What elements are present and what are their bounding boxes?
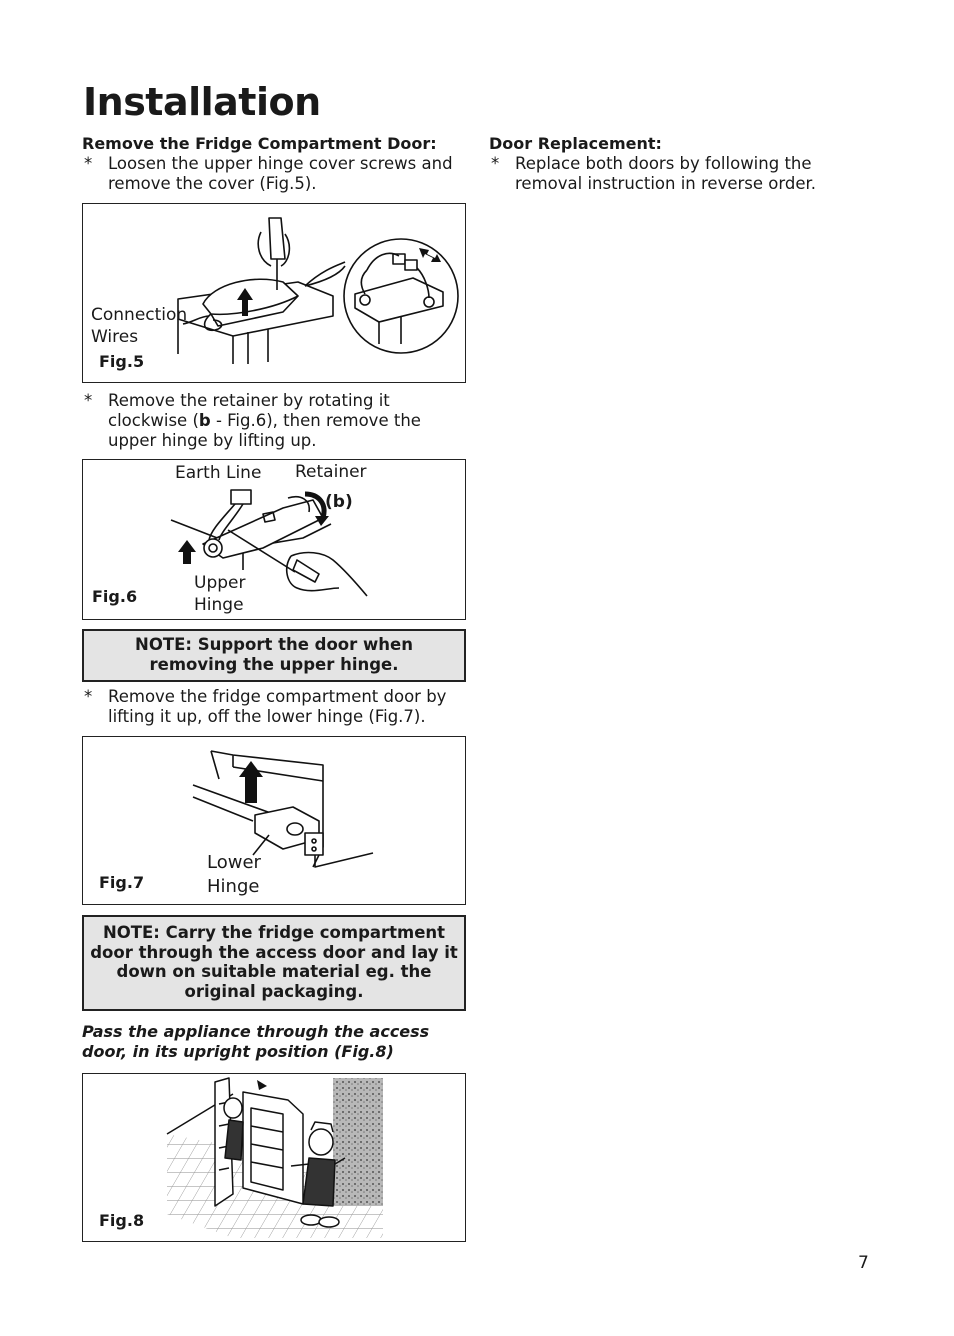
pass-appliance-text: Pass the appliance through the access door, in its upright position (Fig.8) [82, 1022, 430, 1061]
bullet-star-icon: * [84, 687, 93, 706]
bullet-lift-door [82, 687, 466, 727]
upper-hinge-label: Upper Hinge [194, 573, 246, 615]
lift-arrow-icon [178, 540, 196, 564]
retainer-illustration [83, 460, 466, 620]
bullet-loosen-cover [82, 154, 466, 194]
bullet-text: Loosen the upper hinge cover screws and remove the cover (Fig.5). [108, 154, 453, 193]
pull-arrow-icon [419, 248, 441, 262]
bullet-text-a: Remove the retainer by rotating it clockwise ( [108, 391, 390, 430]
figure-6 [82, 459, 466, 620]
door-replacement-heading: Door Replacement: [489, 134, 662, 153]
figure-7 [82, 736, 466, 905]
retainer-label: Retainer [295, 462, 367, 482]
fig7-caption: Fig.7 [99, 873, 145, 892]
fig6-caption: Fig.6 [92, 587, 138, 606]
bullet-text-b: b [198, 411, 211, 430]
bullet-star-icon: * [491, 154, 500, 173]
remove-door-heading: Remove the Fridge Compartment Door: [82, 134, 437, 153]
figure-8 [82, 1073, 466, 1242]
note-carry-door: NOTE: Carry the fridge compartment door through the access door and lay it down on suitable material eg. the original packaging. [82, 915, 466, 1011]
connection-wires-label: Connection Wires [91, 305, 188, 347]
figure-5 [82, 203, 466, 383]
rotation-b-label: (b) [325, 492, 353, 512]
bullet-text: Replace both doors by following the removal instruction in reverse order. [515, 154, 816, 193]
bullet-text-c: - Fig.6), then remove the upper hinge by lifting up. [108, 411, 421, 450]
note-support-door: NOTE: Support the door when removing the upper hinge. [82, 629, 466, 682]
bullet-star-icon: * [84, 154, 93, 173]
page-title: Installation [83, 80, 321, 124]
fig5-caption: Fig.5 [99, 352, 145, 371]
bullet-star-icon: * [84, 391, 93, 410]
bullet-remove-retainer [82, 391, 466, 451]
lower-hinge-label: Lower Hinge [207, 852, 261, 897]
right-column [489, 134, 873, 194]
bullet-replace-doors [489, 154, 855, 194]
earth-line-label: Earth Line [175, 463, 262, 483]
left-column [82, 134, 466, 1242]
page-number: 7 [858, 1253, 869, 1273]
direction-arrow-icon [257, 1080, 267, 1090]
fig8-caption: Fig.8 [99, 1211, 145, 1230]
lift-arrow-icon [239, 761, 263, 803]
bullet-text: Remove the fridge compartment door by lifting it up, off the lower hinge (Fig.7). [108, 687, 447, 726]
